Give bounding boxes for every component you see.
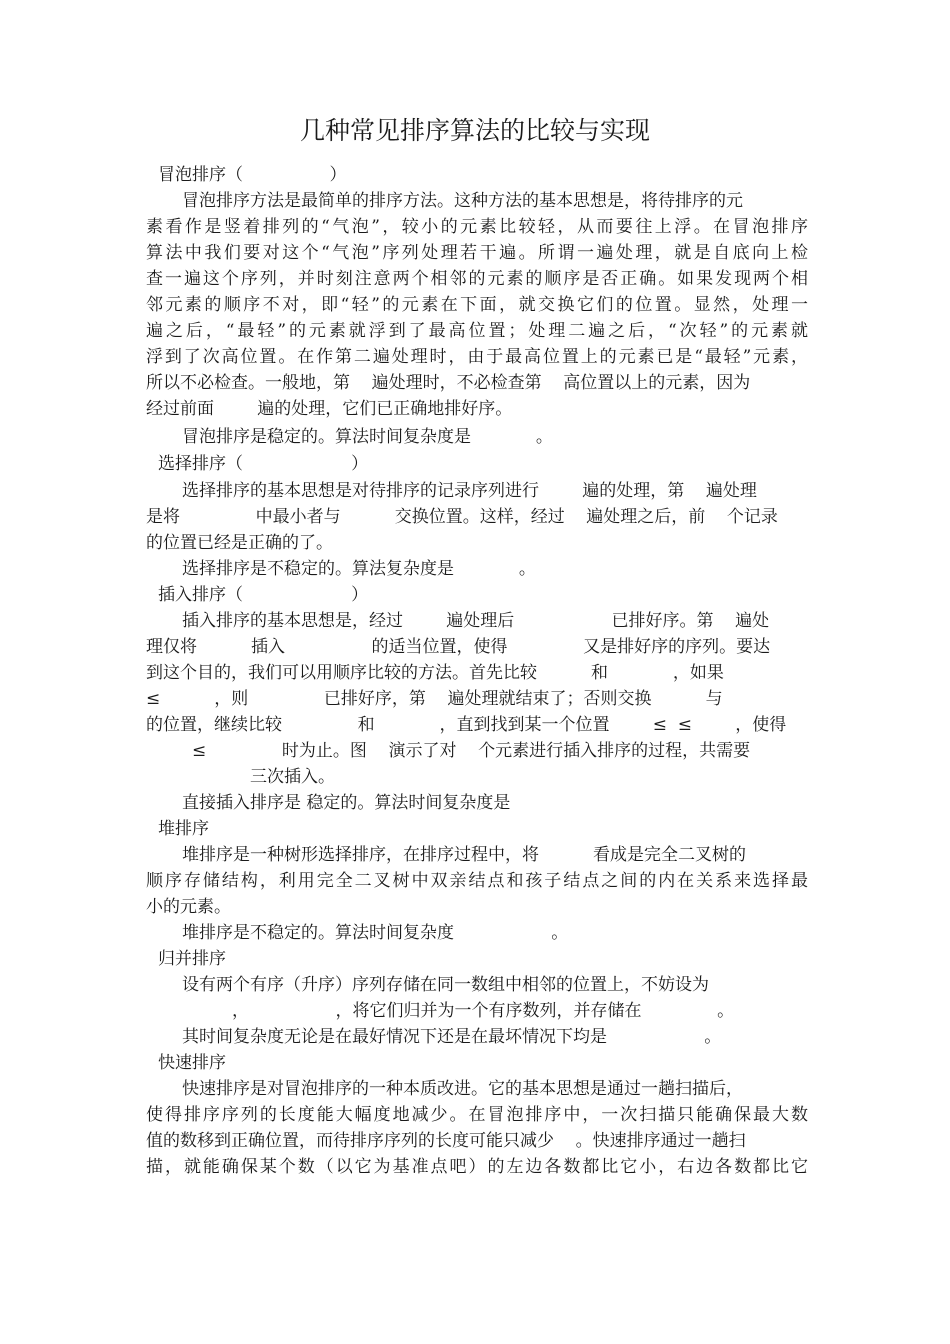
paragraph-line: ≤ ，则 已排好序，第 遍处理就结束了；否则交换 与 [146, 689, 723, 709]
paragraph-line: 选择排序是不稳定的。算法复杂度是 。 [182, 559, 536, 579]
paragraph-line: 经过前面 遍的处理，它们已正确地排好序。 [146, 399, 513, 419]
paragraph-line: 描，就能确保某个数（以它为基准点吧）的左边各数都比它小，右边各数都比它 [146, 1157, 808, 1177]
paragraph-line: 三次插入。 [250, 767, 335, 787]
paragraph-line: 选择排序的基本思想是对待排序的记录序列进行 遍的处理，第 遍处理 [182, 481, 757, 501]
heading-heap-sort: 堆排序 [158, 819, 209, 839]
heading-merge-sort: 归并排序 [158, 949, 226, 969]
paragraph-line: 素看作是竖着排列的“气泡”，较小的元素比较轻，从而要往上浮。在冒泡排序 [146, 217, 808, 237]
paragraph-line: 冒泡排序是稳定的。算法时间复杂度是 。 [182, 427, 553, 447]
paragraph-line: 冒泡排序方法是最简单的排序方法。这种方法的基本思想是，将待排序的元 [182, 191, 743, 211]
heading-quick-sort: 快速排序 [158, 1053, 226, 1073]
paragraph-line: 小的元素。 [146, 897, 231, 917]
paragraph-line: 浮到了次高位置。在作第二遍处理时，由于最高位置上的元素已是“最轻”元素， [146, 347, 808, 367]
paragraph-line: 的位置，继续比较 和 ，直到找到某一个位置 ≤ ≤ ，使得 [146, 715, 787, 735]
paragraph-line: 查一遍这个序列，并时刻注意两个相邻的元素的顺序是否正确。如果发现两个相 [146, 269, 808, 289]
paragraph-line: 理仅将 插入 的适当位置，使得 又是排好序的序列。要达 [146, 637, 771, 657]
paragraph-line: 值的数移到正确位置，而待排序序列的长度可能只减少 。快速排序通过一趟扫 [146, 1131, 746, 1151]
paragraph-line: ≤ 时为止。图 演示了对 个元素进行插入排序的过程，共需要 [192, 741, 751, 761]
heading-selection-sort: 选择排序（ ） [158, 454, 369, 474]
paragraph-line: 设有两个有序（升序）序列存储在同一数组中相邻的位置上，不妨设为 [182, 975, 709, 995]
paragraph-line: 使得排序序列的长度能大幅度地减少。在冒泡排序中，一次扫描只能确保最大数 [146, 1105, 808, 1125]
paragraph-line: 的位置已经是正确的了。 [146, 533, 333, 553]
paragraph-line: 顺序存储结构，利用完全二叉树中双亲结点和孩子结点之间的内在关系来选择最 [146, 871, 808, 891]
paragraph-line: 快速排序是对冒泡排序的一种本质改进。它的基本思想是通过一趟扫描后， [182, 1079, 743, 1099]
paragraph-line: 遍之后，“最轻”的元素就浮到了最高位置；处理二遍之后，“次轻”的元素就 [146, 321, 808, 341]
paragraph-line: 堆排序是一种树形选择排序，在排序过程中，将 看成是完全二叉树的 [182, 845, 747, 865]
paragraph-line: ， ，将它们归并为一个有序数列，并存储在 。 [232, 1001, 735, 1021]
paragraph-line: 插入排序的基本思想是，经过 遍处理后 已排好序。第 遍处 [182, 611, 770, 631]
paragraph-line: 邻元素的顺序不对，即“轻”的元素在下面，就交换它们的位置。显然，处理一 [146, 295, 808, 315]
paragraph-line: 其时间复杂度无论是在最好情况下还是在最坏情况下均是 。 [182, 1027, 722, 1047]
paragraph-line: 是将 中最小者与 交换位置。这样，经过 遍处理之后，前 个记录 [146, 507, 778, 527]
paragraph-line: 直接插入排序是 稳定的。算法时间复杂度是 [182, 793, 511, 813]
heading-insertion-sort: 插入排序（ ） [158, 585, 369, 605]
paragraph-line: 算法中我们要对这个“气泡”序列处理若干遍。所谓一遍处理，就是自底向上检 [146, 243, 808, 263]
heading-bubble-sort: 冒泡排序（ ） [158, 165, 347, 185]
paragraph-line: 所以不必检查。一般地，第 遍处理时，不必检查第 高位置以上的元素，因为 [146, 373, 751, 393]
paragraph-line: 堆排序是不稳定的。算法时间复杂度 。 [182, 923, 569, 943]
document-title: 几种常见排序算法的比较与实现 [299, 116, 650, 145]
paragraph-line: 到这个目的，我们可以用顺序比较的方法。首先比较 和 ，如果 [146, 663, 724, 683]
